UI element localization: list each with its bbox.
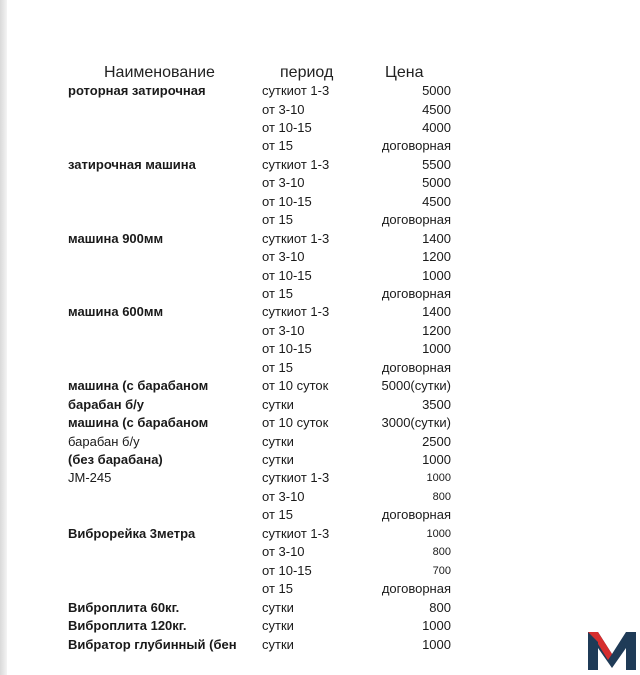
item-period: от 3-10 xyxy=(262,544,305,560)
table-row xyxy=(0,414,640,432)
item-price: 700 xyxy=(432,564,451,577)
table-row xyxy=(0,137,640,155)
item-price: 5000 xyxy=(422,175,451,191)
table-row xyxy=(0,101,640,119)
table-row xyxy=(0,580,640,598)
item-price: 800 xyxy=(432,546,451,559)
item-period: суткиот 1-3 xyxy=(262,83,330,98)
column-header-period: период xyxy=(280,64,334,81)
item-period: сутки xyxy=(262,618,294,633)
table-row xyxy=(0,119,640,137)
item-period: от 3-10 xyxy=(262,488,305,504)
item-period: суткиот 1-3 xyxy=(262,156,330,172)
item-period: от 15 xyxy=(262,138,293,154)
table-row xyxy=(0,82,640,100)
item-period: от 10 суток xyxy=(262,415,329,431)
company-logo-icon xyxy=(586,628,638,672)
item-period: от 15 xyxy=(262,581,293,597)
item-name: роторная затирочная xyxy=(68,83,206,98)
item-period: от 10-15 xyxy=(262,341,312,357)
item-period: от 3-10 xyxy=(262,322,305,338)
table-row xyxy=(0,303,640,321)
table-row xyxy=(0,267,640,285)
item-period: от 15 xyxy=(262,212,293,228)
table-row xyxy=(0,174,640,192)
item-period: сутки xyxy=(262,396,294,412)
column-header-name: Наименование xyxy=(104,64,215,81)
item-period: от 15 xyxy=(262,359,293,375)
table-row xyxy=(0,230,640,248)
item-price: 1000 xyxy=(422,267,451,283)
item-name: Виброплита 60кг. xyxy=(68,599,180,615)
table-row xyxy=(0,322,640,340)
item-price: 5500 xyxy=(422,156,451,172)
item-price: 800 xyxy=(432,490,451,503)
item-price: договорная xyxy=(381,359,451,375)
item-name: Виброрейка 3метра xyxy=(68,525,196,541)
table-row xyxy=(0,156,640,174)
item-name: машина (с барабаном xyxy=(68,378,209,394)
item-price: договорная xyxy=(381,212,451,228)
table-row xyxy=(0,359,640,377)
item-period: от 10-15 xyxy=(262,562,312,578)
item-price: договорная xyxy=(381,285,451,301)
item-price: 1000 xyxy=(422,636,451,652)
item-price: 1400 xyxy=(422,230,451,246)
item-price: договорная xyxy=(381,507,451,523)
table-row xyxy=(0,636,640,654)
item-price: 4500 xyxy=(422,101,451,117)
item-price: 3000(сутки) xyxy=(381,415,451,431)
item-name: Виброплита 120кг. xyxy=(68,618,187,633)
table-row xyxy=(0,488,640,506)
table-row xyxy=(0,506,640,524)
item-price: 1200 xyxy=(422,322,451,338)
item-period: сутки xyxy=(262,599,294,615)
table-row xyxy=(0,562,640,580)
item-price: 4500 xyxy=(422,193,451,209)
item-period: от 3-10 xyxy=(262,175,305,191)
table-row xyxy=(0,285,640,303)
item-period: от 10-15 xyxy=(262,193,312,209)
item-period: суткиот 1-3 xyxy=(262,525,330,541)
item-period: от 15 xyxy=(262,285,293,301)
table-row xyxy=(0,396,640,414)
item-price: 1000 xyxy=(422,452,451,467)
item-name: (без барабана) xyxy=(68,452,163,467)
item-price: 1000 xyxy=(422,618,451,633)
item-period: сутки xyxy=(262,636,294,652)
item-price: 1000 xyxy=(422,341,451,357)
item-price: 1000 xyxy=(426,472,451,485)
item-price: договорная xyxy=(381,581,451,597)
item-period: от 3-10 xyxy=(262,249,305,264)
item-price: 800 xyxy=(429,599,451,615)
table-row xyxy=(0,377,640,395)
table-row xyxy=(0,211,640,229)
item-price: 5000(сутки) xyxy=(381,378,451,394)
table-row xyxy=(0,433,640,451)
item-price: 3500 xyxy=(422,396,451,412)
item-period: от 3-10 xyxy=(262,101,305,117)
item-period: сутки xyxy=(262,433,294,449)
item-period: суткиот 1-3 xyxy=(262,230,330,246)
item-name: барабан б/у xyxy=(68,396,145,412)
item-name: затирочная машина xyxy=(68,156,196,172)
table-row xyxy=(0,543,640,561)
item-price: 1000 xyxy=(426,527,451,540)
table-row xyxy=(0,469,640,487)
item-period: суткиот 1-3 xyxy=(262,470,330,486)
item-price: 1400 xyxy=(422,304,451,320)
item-period: от 15 xyxy=(262,507,293,523)
item-period: от 10-15 xyxy=(262,119,312,135)
item-name: барабан б/у xyxy=(68,433,140,449)
item-price: 5000 xyxy=(422,83,451,98)
item-period: суткиот 1-3 xyxy=(262,304,330,320)
table-row xyxy=(0,451,640,469)
table-row xyxy=(0,525,640,543)
item-name: JM-245 xyxy=(68,470,112,486)
table-row xyxy=(0,617,640,635)
column-header-price: Цена xyxy=(385,64,424,81)
item-name: машина (с барабаном xyxy=(68,415,209,431)
table-row xyxy=(0,193,640,211)
item-name: Вибратор глубинный (бен xyxy=(68,636,237,652)
table-row xyxy=(0,340,640,358)
item-price: договорная xyxy=(381,138,451,154)
item-price: 2500 xyxy=(422,433,451,449)
item-period: от 10 суток xyxy=(262,378,329,394)
item-price: 1200 xyxy=(422,249,451,264)
item-period: от 10-15 xyxy=(262,267,312,283)
item-period: сутки xyxy=(262,452,294,467)
table-row xyxy=(0,599,640,617)
table-row xyxy=(0,248,640,266)
item-name: машина 900мм xyxy=(68,230,164,246)
item-price: 4000 xyxy=(422,119,451,135)
item-name: машина 600мм xyxy=(68,304,164,320)
